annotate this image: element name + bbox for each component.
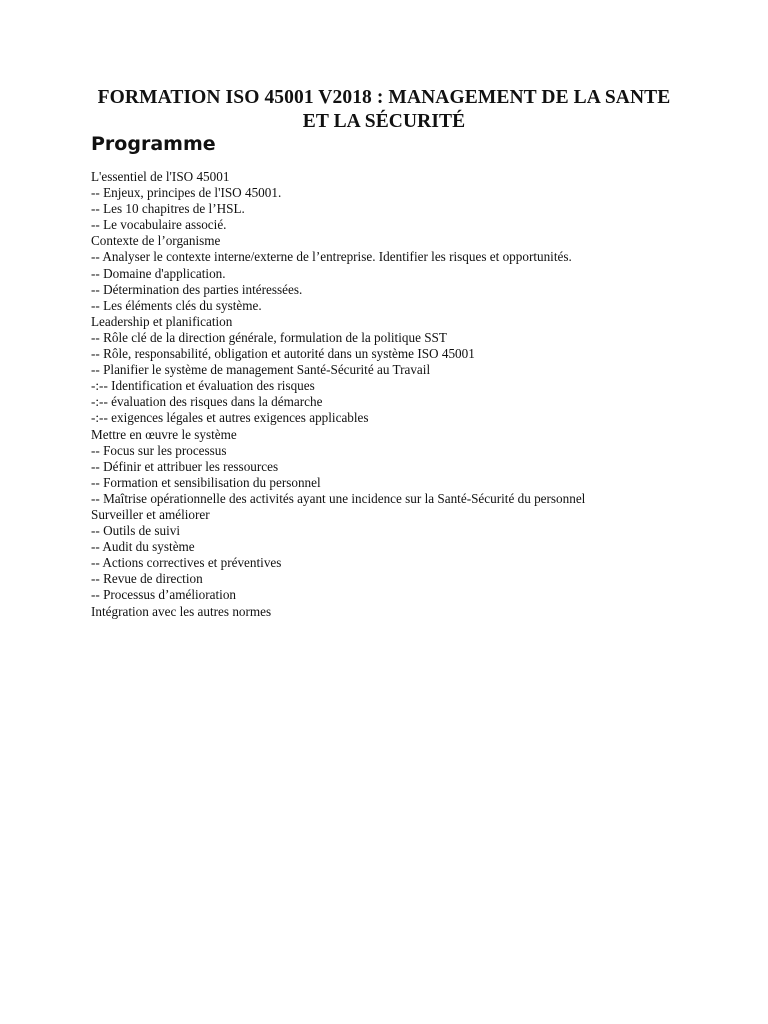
programme-line: Leadership et planification	[91, 313, 233, 329]
programme-line: -:-- Identification et évaluation des risques	[91, 378, 315, 394]
programme-line: -- Domaine d'application.	[91, 265, 226, 281]
programme-line: -- Maîtrise opérationnelle des activités ayant une incidence sur la Santé-Sécurité du personnel	[91, 490, 586, 506]
programme-line: Mettre en œuvre le système	[91, 426, 237, 442]
document-title: FORMATION ISO 45001 V2018 : MANAGEMENT DE LA SANTE ET LA SÉCURITÉ	[97, 87, 671, 132]
programme-line: -- Rôle, responsabilité, obligation et autorité dans un système ISO 45001	[91, 346, 475, 362]
programme-list	[91, 169, 761, 620]
programme-line: -- Outils de suivi	[91, 523, 181, 539]
programme-line: -- Processus d’amélioration	[91, 587, 237, 603]
programme-line: L'essentiel de l'ISO 45001	[91, 169, 230, 184]
programme-heading: Programme	[91, 133, 216, 155]
programme-line: -- Formation et sensibilisation du personnel	[91, 474, 321, 490]
programme-line: Intégration avec les autres normes	[91, 603, 272, 619]
programme-line: -- Analyser le contexte interne/externe de l’entreprise. Identifier les risques et opportunités.	[91, 249, 572, 265]
programme-line: -- Revue de direction	[91, 571, 203, 587]
programme-line: -- Audit du système	[91, 539, 195, 555]
programme-line: -- Focus sur les processus	[91, 442, 227, 458]
programme-line: -:-- évaluation des risques dans la démarche	[91, 394, 323, 410]
programme-line: -- Actions correctives et préventives	[91, 555, 282, 571]
programme-line: -- Détermination des parties intéressées.	[91, 281, 303, 297]
programme-line: Surveiller et améliorer	[91, 506, 210, 522]
programme-line: -- Enjeux, principes de l'ISO 45001.	[91, 185, 282, 201]
programme-line: -- Définir et attribuer les ressources	[91, 458, 279, 474]
programme-line: -- Le vocabulaire associé.	[91, 217, 227, 233]
programme-line: Contexte de l’organisme	[91, 233, 221, 249]
programme-line: -- Les éléments clés du système.	[91, 297, 262, 313]
programme-line: -- Planifier le système de management Santé-Sécurité au Travail	[91, 362, 431, 378]
programme-line: -- Rôle clé de la direction générale, formulation de la politique SST	[91, 329, 447, 345]
programme-line: -:-- exigences légales et autres exigences applicables	[91, 410, 369, 426]
programme-line: -- Les 10 chapitres de l’HSL.	[91, 201, 245, 217]
